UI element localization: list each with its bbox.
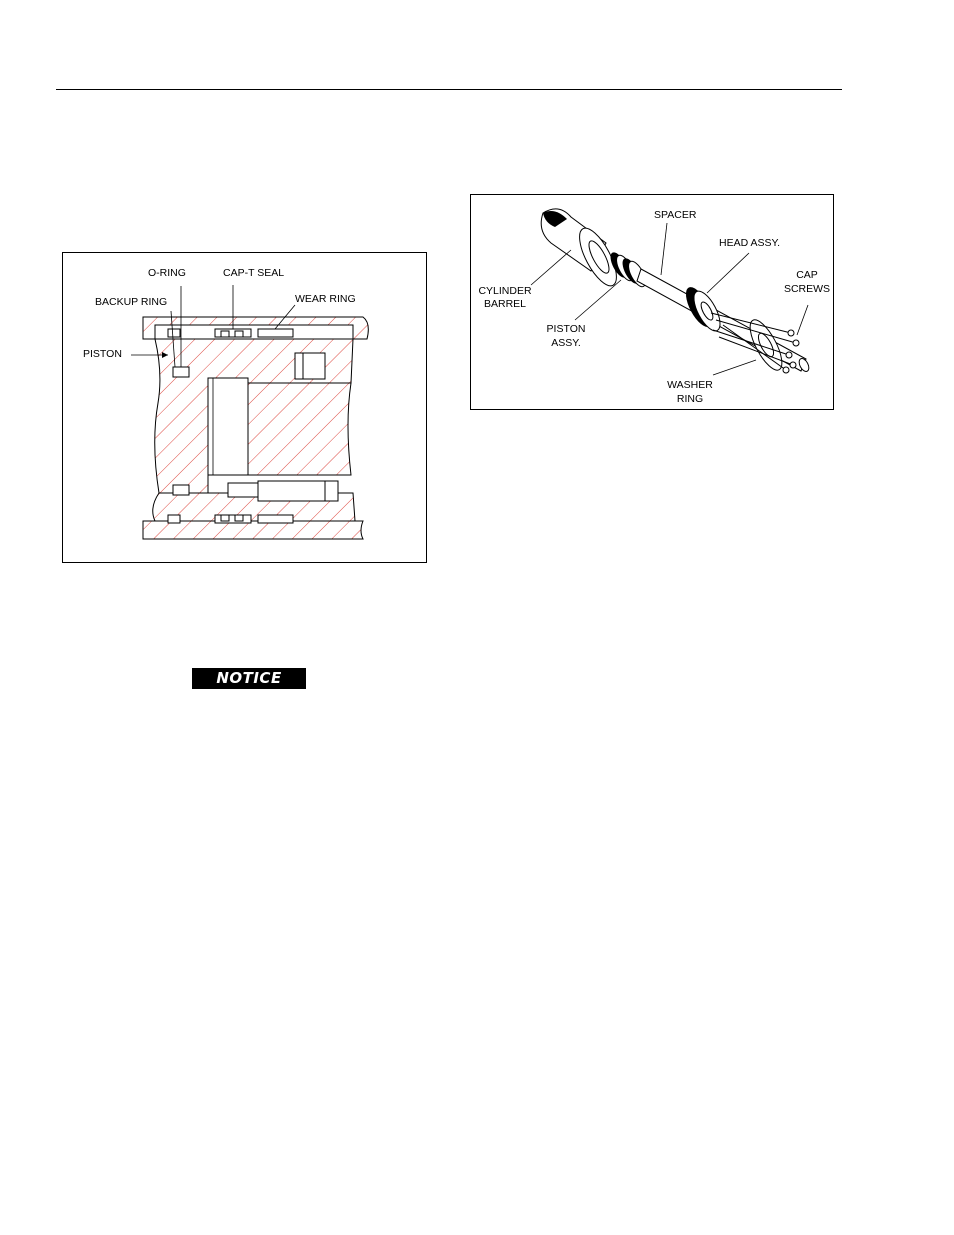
label-washer-ring-line1: WASHER: [667, 379, 713, 391]
label-cap-screws-line1: CAP: [796, 269, 818, 281]
label-piston: PISTON: [83, 348, 122, 360]
header-rule: [56, 89, 842, 90]
label-head-assy: HEAD ASSY.: [719, 237, 781, 249]
barrel-bottom-section: [143, 521, 363, 539]
notice-badge: NOTICE: [192, 668, 306, 689]
label-piston-assy-line1: PISTON: [546, 323, 586, 335]
cylinder-assembly-exploded-figure: [470, 194, 834, 410]
label-o-ring: O-RING: [148, 267, 186, 279]
label-washer-ring-line2: RING: [676, 393, 704, 405]
label-piston-assy-line2: ASSY.: [551, 337, 581, 349]
piston-seal-cross-section-figure: [62, 252, 427, 563]
label-cylinder-barrel-line1: CYLINDER: [478, 285, 532, 297]
label-cylinder-barrel-line2: BARREL: [483, 298, 526, 310]
label-backup-ring: BACKUP RING: [95, 296, 168, 308]
label-cap-t-seal: CAP-T SEAL: [223, 267, 285, 279]
label-cap-screws-line2: SCREWS: [783, 283, 831, 295]
rod-section: [248, 383, 351, 475]
label-wear-ring: WEAR RING: [295, 293, 356, 305]
label-spacer: SPACER: [654, 209, 697, 221]
